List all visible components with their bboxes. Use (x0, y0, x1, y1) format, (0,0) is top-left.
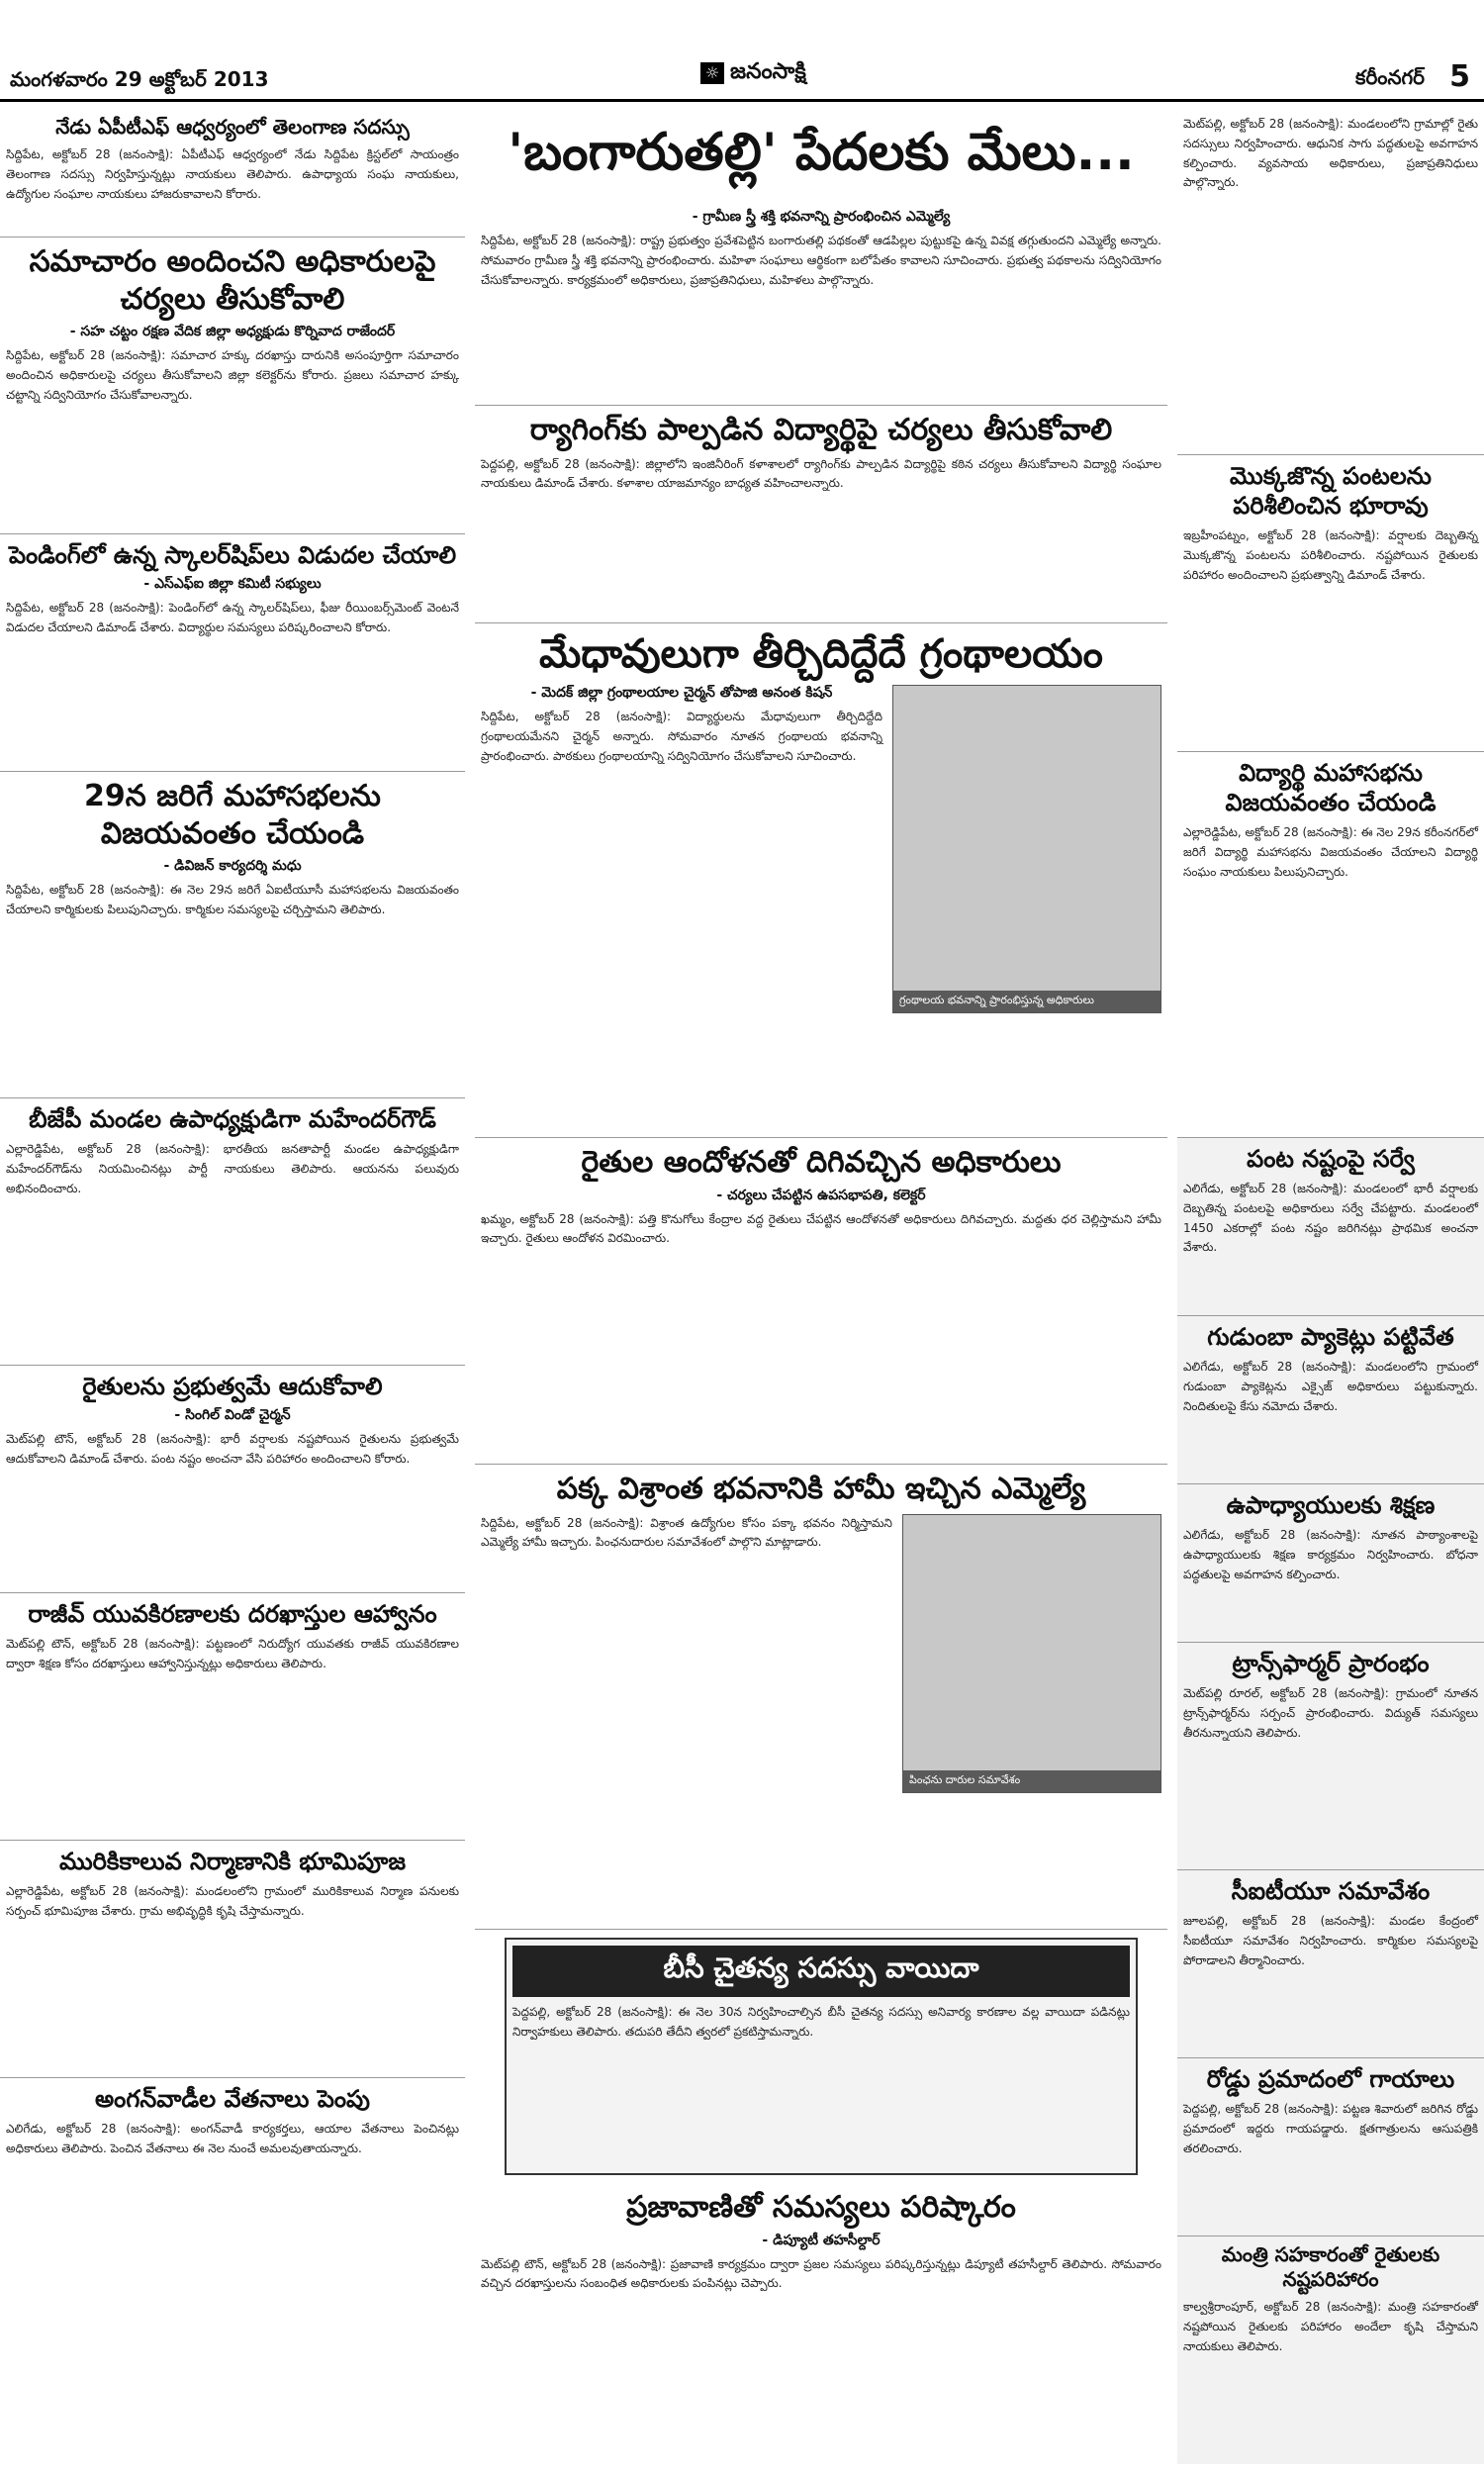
article (475, 1465, 1167, 1930)
article-body: ఎలిగేడు, అక్టోబర్‌ 28 (జనంసాక్షి): మండలంలోని గ్రామంలో గుడుంబా ప్యాకెట్లను ఎక్సైజ్‌ అధికారులు పట్టుకున్నారు. నిందితులపై కేసు నమోదు చేశారు. (1183, 1360, 1478, 1413)
article-title: పంట నష్టంపై సర్వే (1247, 1145, 1415, 1173)
article-title: మంత్రి సహకారంతో రైతులకు నష్టపరిహారం (1221, 2242, 1440, 2291)
article (1177, 1316, 1484, 1484)
article-title: అంగన్‌వాడీల వేతనాలు పెంపు (94, 2085, 371, 2113)
article-title: సమాచారం అందించని అధికారులపై చర్యలు తీసుకోవాలి (29, 244, 436, 317)
article-title: మురికికాలువ నిర్మాణానికి భూమిపూజ (58, 1848, 407, 1875)
article-body: సిద్దిపేట, అక్టోబర్‌ 28 (జనంసాక్షి): సమాచార హక్కు దరఖాస్తు దారునికి అసంపూర్తిగా సమాచారం అందించిన అధికారులపై చర్యలు తీసుకోవాలని జిల్లా కలెక్టర్‌ను కోరారు. ప్రజలు సమాచార హక్కు చట్టాన్ని సద్వినియోగం చేసుకోవాలన్నారు. (6, 348, 459, 402)
issue-date: మంగళవారం 29 అక్టోబర్‌ 2013 (10, 67, 269, 91)
article-body: పెద్దపల్లి, అక్టోబర్‌ 28 (జనంసాక్షి): పట్టణ శివారులో జరిగిన రోడ్డు ప్రమాదంలో ఇద్దరు గాయపడ్డారు. క్షతగాత్రులను ఆసుపత్రికి తరలించారు. (1183, 2102, 1478, 2155)
photo-caption: పింఛను దారుల సమావేశం (903, 1770, 1160, 1792)
right-column (1177, 109, 1484, 2464)
article-title: బీసీ చైతన్య సదస్సు వాయిదా (512, 1946, 1130, 1997)
boxed-article (505, 1938, 1138, 2175)
article-title: బీజేపీ మండల ఉపాధ్యక్షుడిగా మహేందర్‌గౌడ్‌ (29, 1105, 436, 1133)
article-byline: - చర్యలు చేపట్టిన ఉపసభాపతి, కలెక్టర్‌ (716, 1187, 926, 1203)
news-photo (902, 1514, 1161, 1793)
article (0, 534, 465, 772)
article-body: ఎలిగేడు, అక్టోబర్‌ 28 (జనంసాక్షి): అంగన్‌వాడీ కార్యకర్తలు, ఆయాల వేతనాలు పెంచినట్లు అధికారులు తెలిపారు. పెంచిన వేతనాలు ఈ నెల నుంచే అమలవుతాయన్నారు. (6, 2122, 459, 2155)
article-byline: - డిప్యూటీ తహసీల్దార్‌ (762, 2232, 881, 2248)
logo-icon: ☼ (700, 62, 724, 84)
lead-byline: - గ్రామీణ స్త్రీ శక్తి భవనాన్ని ప్రారంభించిన ఎమ్మెల్యే (692, 209, 951, 225)
article (1177, 752, 1484, 1138)
article (475, 623, 1167, 1138)
article-title: రైతులను ప్రభుత్వమే ఆదుకోవాలి (82, 1373, 383, 1400)
article-byline: - డివిజన్‌ కార్యదర్శి మధు (163, 858, 302, 874)
article-byline: - సహ చట్టం రక్షణ వేదిక జిల్లా అధ్యక్షుడు కొర్నివాద రాజేందర్‌ (69, 324, 396, 339)
article (1177, 455, 1484, 752)
article-body: ఎలిగేడు, అక్టోబర్‌ 28 (జనంసాక్షి): నూతన పాఠ్యాంశాలపై ఉపాధ్యాయులకు శిక్షణ కార్యక్రమం నిర్వహించారు. బోధనా పద్ధతులపై అవగాహన కల్పించారు. (1183, 1528, 1478, 1581)
article-body: మెట్‌పల్లి రూరల్‌, అక్టోబర్‌ 28 (జనంసాక్షి): గ్రామంలో నూతన ట్రాన్స్‌ఫార్మర్‌ను సర్పంచ్‌ ప్రారంభించారు. విద్యుత్‌ సమస్యలు తీరనున్నాయని తెలిపారు. (1183, 1686, 1478, 1740)
article-title: విద్యార్థి మహాసభను విజయవంతం చేయండి (1225, 759, 1437, 816)
article-body: సిద్దిపేట, అక్టోబర్‌ 28 (జనంసాక్షి): విశ్రాంత ఉద్యోగుల కోసం పక్కా భవనం నిర్మిస్తామని ఎమ్మెల్యే హామీ ఇచ్చారు. పింఛనుదారుల సమావేశంలో పాల్గొని మాట్లాడారు. (481, 1515, 892, 1550)
middle-column (475, 109, 1167, 2464)
article (1177, 1870, 1484, 2058)
article (0, 109, 465, 238)
news-photo (892, 685, 1161, 1013)
article-title: గుడుంబా ప్యాకెట్లు పట్టివేత (1207, 1323, 1454, 1351)
left-column (0, 109, 465, 2464)
article-title: మొక్కజొన్న పంటలను పరిశీలించిన భూరావు (1230, 462, 1432, 520)
article-title: ప్రజావాణితో సమస్యలు పరిష్కారం (626, 2190, 1016, 2225)
lead-headline: 'బంగారుతల్లి' పేదలకు మేలు... (508, 123, 1135, 182)
article-title: సీఐటీయూ సమావేశం (1231, 1877, 1431, 1905)
article (0, 1841, 465, 2078)
article-body: పెద్దపల్లి, అక్టోబర్‌ 28 (జనంసాక్షి): ఈ నెల 30న నిర్వహించాల్సిన బీసీ చైతన్య సదస్సు అనివార్య కారణాల వల్ల వాయిదా పడినట్లు నిర్వాహకులు తెలిపారు. తదుపరి తేదీని త్వరలో ప్రకటిస్తామన్నారు. (512, 2005, 1130, 2039)
lead-body: సిద్దిపేట, అక్టోబర్‌ 28 (జనంసాక్షి): రాష్ట్ర ప్రభుత్వం ప్రవేశపెట్టిన బంగారుతల్లి పథకంతో ఆడపిల్లల పుట్టుకపై ఉన్న వివక్ష తగ్గుతుందని ఎమ్మెల్యే అన్నారు. సోమవారం గ్రామీణ స్త్రీ శక్తి భవనాన్ని ప్రారంభించారు. మహిళా సంఘాలు ఆర్థికంగా బలోపేతం కావాలని సూచించారు. ప్రభుత్వ పథకాలను సద్వినియోగం చేసుకోవాలన్నారు. కార్యక్రమంలో అధికారులు, ప్రజాప్రతినిధులు, మహిళలు పాల్గొన్నారు. (481, 234, 1161, 287)
article-body: ఎల్లారెడ్డిపేట, అక్టోబర్‌ 28 (జనంసాక్షి): ఈ నెల 29న కరీంనగర్‌లో జరిగే విద్యార్థి మహాసభను విజయవంతం చేయాలని విద్యార్థి సంఘం నాయకులు పిలుపునిచ్చారు. (1183, 825, 1478, 879)
article (475, 2183, 1167, 2460)
article-title: పెండింగ్‌లో ఉన్న స్కాలర్‌షిప్‌లు విడుదల చేయాలి (8, 541, 457, 569)
article-body: ఎల్లారెడ్డిపేట, అక్టోబర్‌ 28 (జనంసాక్షి): భారతీయ జనతాపార్టీ మండల ఉపాధ్యక్షుడిగా మహేందర్‌గౌడ్‌ను నియమించినట్లు పార్టీ నాయకులు తెలిపారు. ఆయనను పలువురు అభినందించారు. (6, 1142, 459, 1195)
section-name: కరీంనగర్‌ (1355, 65, 1425, 89)
article-body: మెట్‌పల్లి టౌన్‌, అక్టోబర్‌ 28 (జనంసాక్షి): ప్రజావాణి కార్యక్రమం ద్వారా ప్రజల సమస్యలు పరిష్కరిస్తున్నట్లు డిప్యూటీ తహసీల్దార్‌ తెలిపారు. సోమవారం వచ్చిన దరఖాస్తులను సంబంధిత అధికారులకు పంపినట్లు చెప్పారు. (481, 2256, 1161, 2291)
article-body: సిద్దిపేట, అక్టోబర్‌ 28 (జనంసాక్షి): పెండింగ్‌లో ఉన్న స్కాలర్‌షిప్‌లు, ఫీజు రీయింబర్స్‌మెంట్‌ వెంటనే విడుదల చేయాలని డిమాండ్‌ చేశారు. విద్యార్థుల సమస్యలు పరిష్కరించాలని కోరారు. (6, 601, 459, 634)
article (0, 1366, 465, 1593)
article-body: సిద్దిపేట, అక్టోబర్‌ 28 (జనంసాక్షి): విద్యార్థులను మేధావులుగా తీర్చిదిద్దేది గ్రంథాలయమేనని చైర్మన్‌ అన్నారు. సోమవారం నూతన గ్రంథాలయ భవనాన్ని ప్రారంభించారు. పాఠకులు గ్రంథాలయాన్ని సద్వినియోగం చేసుకోవాలని సూచించారు. (481, 710, 882, 763)
article (1177, 2058, 1484, 2236)
article-byline: - ఎస్‌ఎఫ్‌ఐ జిల్లా కమిటీ సభ్యులు (143, 576, 322, 592)
article-body: మెట్‌పల్లి టౌన్‌, అక్టోబర్‌ 28 (జనంసాక్షి): పట్టణంలో నిరుద్యోగ యువతకు రాజీవ్‌ యువకిరణాల ద్వారా శిక్షణ కోసం దరఖాస్తులు ఆహ్వానిస్తున్నట్లు అధికారులు తెలిపారు. (6, 1637, 459, 1670)
article-body: సిద్దిపేట, అక్టోబర్‌ 28 (జనంసాక్షి): ఏపీటీఎఫ్‌ ఆధ్వర్యంలో నేడు సిద్దిపేట క్రిస్టల్‌లో సాయంత్రం తెలంగాణ సదస్సు నిర్వహిస్తున్నట్లు నాయకులు తెలిపారు. ఉపాధ్యాయ సంఘ నాయకులు, ఉద్యోగుల సంఘాల నాయకులు హాజరుకావాలని కోరారు. (6, 147, 459, 201)
article (1177, 1138, 1484, 1316)
article-body: ఎలిగేడు, అక్టోబర్‌ 28 (జనంసాక్షి): మండలంలో భారీ వర్షాలకు దెబ్బతిన్న పంటలపై అధికారులు సర్వే చేపట్టారు. మండలంలో 1450 ఎకరాల్లో పంట నష్టం జరిగినట్లు ప్రాథమిక అంచనా వేశారు. (1183, 1182, 1478, 1255)
article-body: ఖమ్మం, అక్టోబర్‌ 28 (జనంసాక్షి): పత్తి కొనుగోలు కేంద్రాల వద్ద రైతులు చేపట్టిన ఆందోళనతో అధికారులు దిగివచ్చారు. మద్దతు ధర చెల్లిస్తామని హామీ ఇచ్చారు. రైతులు ఆందోళన విరమించారు. (481, 1211, 1161, 1246)
article-body: కాల్వశ్రీరాంపూర్‌, అక్టోబర్‌ 28 (జనంసాక్షి): మంత్రి సహకారంతో నష్టపోయిన రైతులకు పరిహారం అందేలా కృషి చేస్తామని నాయకులు తెలిపారు. (1183, 2300, 1478, 2353)
page-number: 5 (1449, 59, 1470, 94)
newspaper-logo (700, 59, 806, 89)
article-title: నేడు ఏపీటీఎఫ్‌ ఆధ్వర్యంలో తెలంగాణ సదస్సు (55, 115, 410, 139)
article-title: ట్రాన్స్‌ఫార్మర్‌ ప్రారంభం (1232, 1650, 1430, 1677)
article-title: మేధావులుగా తీర్చిదిద్దేదే గ్రంథాలయం (539, 631, 1103, 677)
lead-article (475, 109, 1167, 406)
article-title: ఉపాధ్యాయులకు శిక్షణ (1226, 1491, 1436, 1519)
article (0, 238, 465, 534)
article (1177, 109, 1484, 455)
article-body: మెట్‌పల్లి, అక్టోబర్‌ 28 (జనంసాక్షి): మండలంలోని గ్రామాల్లో రైతు సదస్సులు నిర్వహించారు. ఆధునిక సాగు పద్ధతులపై అవగాహన కల్పించారు. వ్యవసాయ అధికారులు, ప్రజాప్రతినిధులు పాల్గొన్నారు. (1183, 117, 1478, 190)
article (0, 1098, 465, 1366)
article-byline: - సింగిల్‌ విండో చైర్మన్‌ (174, 1407, 291, 1423)
article-title: రైతుల ఆందోళనతో దిగివచ్చిన అధికారులు (581, 1145, 1062, 1180)
masthead (0, 0, 1484, 102)
logo-text: జనంసాక్షి (730, 59, 806, 84)
article-byline: - మెదక్‌ జిల్లా గ్రంథాలయాల చైర్మన్‌ తోపాజి అనంత కిషన్‌ (530, 685, 833, 701)
article-body: ఇబ్రహీంపట్నం, అక్టోబర్‌ 28 (జనంసాక్షి): వర్షాలకు దెబ్బతిన్న మొక్కజొన్న పంటలను పరిశీలించారు. నష్టపోయిన రైతులకు పరిహారం అందించాలని ప్రభుత్వాన్ని డిమాండ్‌ చేశారు. (1183, 528, 1478, 582)
article (0, 1593, 465, 1841)
article (475, 1138, 1167, 1465)
article-body: జూలపల్లి, అక్టోబర్‌ 28 (జనంసాక్షి): మండల కేంద్రంలో సీఐటీయూ సమావేశం నిర్వహించారు. కార్మికుల సమస్యలపై పోరాడాలని తీర్మానించారు. (1183, 1914, 1478, 1967)
article-title: 29న జరిగే మహాసభలను విజయవంతం చేయండి (84, 779, 381, 851)
article-title: రోడ్డు ప్రమాదంలో గాయాలు (1206, 2065, 1455, 2093)
article (0, 772, 465, 1098)
article (1177, 1643, 1484, 1870)
article-body: మెట్‌పల్లి టౌన్‌, అక్టోబర్‌ 28 (జనంసాక్షి): భారీ వర్షాలకు నష్టపోయిన రైతులను ప్రభుత్వమే ఆదుకోవాలని డిమాండ్‌ చేశారు. పంట నష్టం అంచనా వేసి పరిహారం అందించాలని కోరారు. (6, 1432, 459, 1466)
article-title: ర్యాగింగ్‌కు పాల్పడిన విద్యార్థిపై చర్యలు తీసుకోవాలి (529, 413, 1113, 447)
article (475, 406, 1167, 623)
article (1177, 2236, 1484, 2464)
article-body: పెద్దపల్లి, అక్టోబర్‌ 28 (జనంసాక్షి): జిల్లాలోని ఇంజినీరింగ్‌ కళాశాలలో ర్యాగింగ్‌కు పాల్పడిన విద్యార్థిపై కఠిన చర్యలు తీసుకోవాలని విద్యార్థి సంఘాల నాయకులు డిమాండ్‌ చేశారు. కళాశాల యాజమాన్యం బాధ్యత వహించాలన్నారు. (481, 456, 1161, 491)
article-title: రాజీవ్‌ యువకిరణాలకు దరఖాస్తుల ఆహ్వానం (28, 1600, 437, 1628)
article (0, 2078, 465, 2444)
article-title: పక్క విశ్రాంత భవనానికి హామీ ఇచ్చిన ఎమ్మెల్యే (556, 1472, 1086, 1506)
article (1177, 1484, 1484, 1643)
article-body: ఎల్లారెడ్డిపేట, అక్టోబర్‌ 28 (జనంసాక్షి): మండలంలోని గ్రామంలో మురికికాలువ నిర్మాణ పనులకు సర్పంచ్‌ భూమిపూజ చేశారు. గ్రామ అభివృద్ధికి కృషి చేస్తామన్నారు. (6, 1884, 459, 1918)
photo-caption: గ్రంథాలయ భవనాన్ని ప్రారంభిస్తున్న అధికారులు (893, 991, 1160, 1012)
article-body: సిద్దిపేట, అక్టోబర్‌ 28 (జనంసాక్షి): ఈ నెల 29న జరిగే ఏఐటీయూసీ మహాసభలను విజయవంతం చేయాలని కార్మికులకు పిలుపునిచ్చారు. కార్మికుల సమస్యలపై చర్చిస్తామని తెలిపారు. (6, 883, 459, 916)
